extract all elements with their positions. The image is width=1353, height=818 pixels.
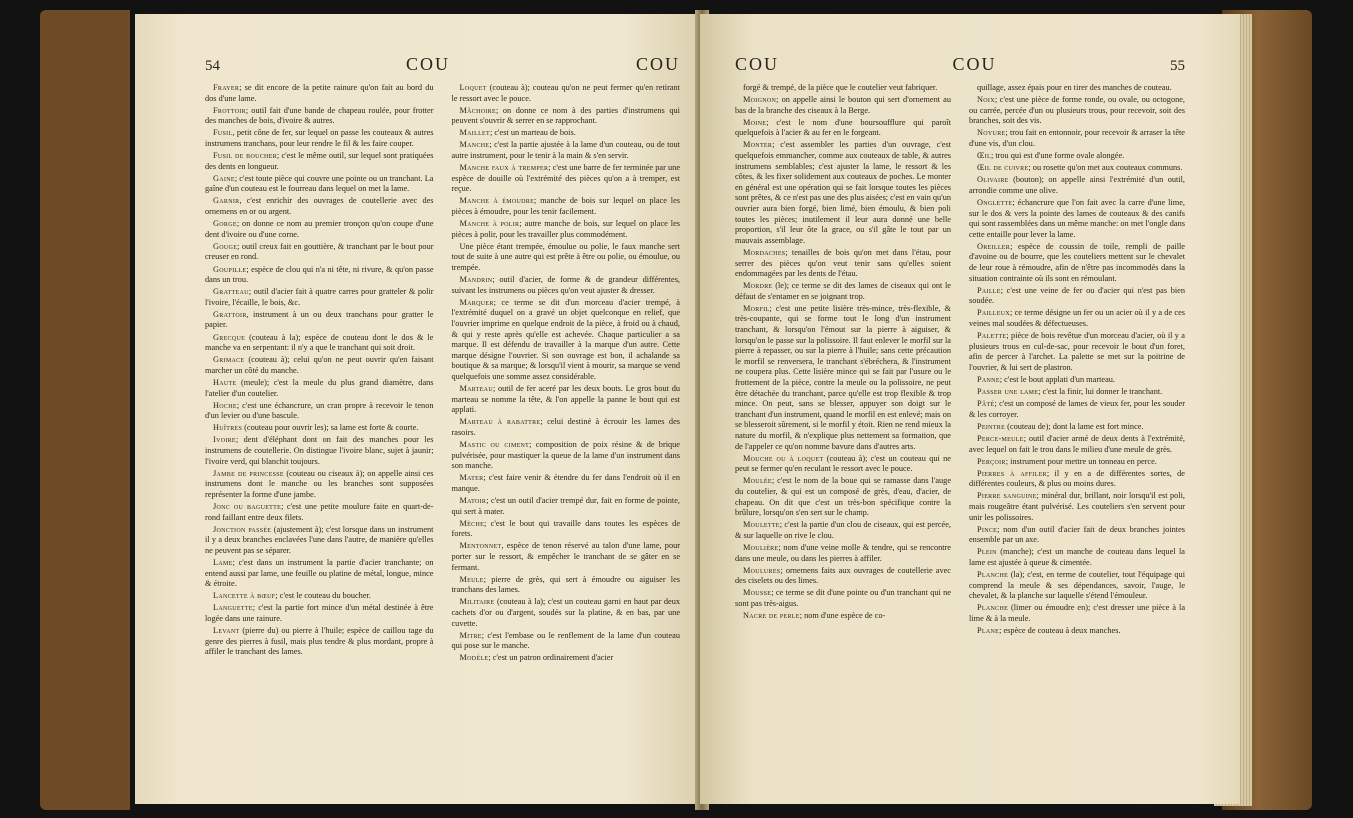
entry-term: Morfil bbox=[743, 303, 770, 313]
dictionary-entry bbox=[205, 435, 434, 467]
entry-term: Moine bbox=[743, 117, 767, 127]
entry-term: Planche bbox=[977, 603, 1009, 613]
dictionary-entry bbox=[205, 423, 434, 434]
entry-definition: quillage, assez épais pour en tirer des manches de couteau. bbox=[977, 83, 1172, 92]
dictionary-entry bbox=[205, 287, 434, 308]
entry-term: Fusil bbox=[213, 128, 233, 138]
entry-term: Pince bbox=[977, 524, 998, 534]
entry-definition: (couteau à); celui qu'on ne peut ouvrir qu'en faisant marcher un côté du manche. bbox=[205, 355, 434, 375]
entry-definition: ; c'est un marteau de bois. bbox=[489, 128, 576, 138]
entry-definition: ; c'est le nom d'une boursoufflure qui paroît quelquefois à l'acier & au fer en le forgeant. bbox=[735, 117, 951, 138]
entry-definition: (bouton); on appelle ainsi l'extrémité d'un outil, arrondie comme une olive. bbox=[969, 175, 1185, 195]
entry-term: Mandrin bbox=[459, 275, 493, 285]
entry-definition: ; c'est assembler les parties d'un ouvrage, c'est quelquefois emmancher, comme aux couteaux de table, & autres instrumens semblables; c'est ajuster la lame, le ressort & les côtes, & les fixer solidement aux couteaux de poches. Le monter en général est une opération qui se fait lorsque toutes les pièces sont prêtes, & ce n'est pas une des plus aisées; c'est en vain qu'un ouvrier aura bien forgé, bien limé, bien émoulu, & bien poli toutes les pièces; inutilement il leur aura donné une belle proportion, s'il leur ôte la grace, ou s'il gâte le tout par un mauvais assemblage. bbox=[735, 140, 952, 245]
entry-definition: ; outil d'acier, de forme & de grandeur différentes, suivant les instrumens ou pièces qu'on veut ajuster & dresser. bbox=[451, 275, 680, 295]
entry-term: Moulée bbox=[743, 476, 772, 486]
entry-definition: ; c'est la partie fort mince d'un métal destinée à être logée dans une rainure. bbox=[205, 603, 434, 623]
entry-term: Gratteau bbox=[213, 287, 249, 297]
dictionary-entry bbox=[969, 491, 1185, 523]
entry-definition: ; outil de fer aceré par les deux bouts. Le gros bout du marteau se nomme la tête, & l'on appelle la panne le bout qui est applati. bbox=[451, 384, 680, 415]
entry-definition: ; composition de poix résine & de brique pulvérisée, pour mastiquer la queue de la lame d'un instrument dans son manche. bbox=[451, 440, 680, 471]
open-book bbox=[40, 10, 1312, 810]
dictionary-entry bbox=[205, 378, 434, 399]
entry-definition: (couteau à); c'est un couteau qui ne peut se fermer qu'en reculant le ressort avec le pouce. bbox=[735, 453, 951, 474]
dictionary-entry bbox=[969, 525, 1185, 546]
entry-definition: (couteau à la); c'est un couteau garni en haut par deux cachets d'or ou d'argent, soudés sur la platine, & en bas, par une cuvette. bbox=[451, 597, 680, 628]
running-head: COU bbox=[635, 54, 680, 74]
entry-definition: ; se dit encore de la petite rainure qu'on fait au bord du dos d'une lame. bbox=[205, 83, 434, 103]
entry-definition: ; espèce de clou qui n'a ni tête, ni rivure, & qu'on passe dans un trou. bbox=[205, 264, 434, 285]
dictionary-entry bbox=[452, 219, 681, 240]
entry-term: Œil bbox=[977, 151, 991, 161]
dictionary-entry bbox=[969, 434, 1185, 455]
entry-term: Haute bbox=[213, 377, 237, 387]
dictionary-entry bbox=[205, 265, 434, 286]
entry-definition: (couteau de); dont la lame est fort mince. bbox=[1005, 421, 1144, 431]
entry-definition: (le); ce terme se dit des lames de ciseaux qui ont le défaut de s'entamer en se joignant trop. bbox=[735, 281, 951, 301]
entry-term: Loquet bbox=[459, 83, 487, 92]
entry-term: Frayer bbox=[213, 83, 240, 92]
dictionary-entry bbox=[452, 298, 681, 383]
entry-definition: ; instrument pour mettre un tonneau en perce. bbox=[1005, 456, 1157, 466]
dictionary-entry bbox=[452, 417, 681, 438]
dictionary-entry bbox=[452, 575, 681, 596]
dictionary-entry bbox=[969, 469, 1185, 490]
dictionary-entry bbox=[452, 196, 681, 217]
entry-term: Lancette à bœuf bbox=[213, 591, 276, 601]
dictionary-entry bbox=[969, 626, 1185, 637]
dictionary-entry bbox=[452, 242, 681, 274]
dictionary-entry bbox=[969, 399, 1185, 420]
text-column bbox=[969, 83, 1185, 638]
text-column bbox=[735, 83, 951, 638]
entry-term: Meule bbox=[459, 574, 484, 584]
page-number: 54 bbox=[205, 58, 220, 74]
entry-definition: ; celui destiné à écrouir les lames des rasoirs. bbox=[451, 417, 680, 437]
dictionary-entry bbox=[735, 588, 951, 609]
dictionary-entry bbox=[452, 496, 681, 517]
entry-term: Oreiller bbox=[977, 241, 1011, 251]
dictionary-entry bbox=[452, 275, 681, 296]
dictionary-entry bbox=[969, 547, 1185, 568]
entry-term: Ivoire bbox=[213, 435, 236, 445]
entry-term: Marteau bbox=[459, 384, 493, 394]
entry-term: Marteau à rabattre bbox=[459, 417, 541, 427]
entry-definition: ; il y en a de différentes sortes, de différentes couleurs, & plus ou moins dures. bbox=[969, 468, 1185, 489]
entry-term: Manche faux à tremper bbox=[459, 163, 549, 173]
text-column bbox=[205, 83, 434, 665]
entry-term: Goupille bbox=[213, 264, 247, 274]
entry-term: Pierre sanguine bbox=[977, 491, 1037, 501]
entry-definition: ; dent d'éléphant dont on fait des manches pour les instrumens de coutellerie. On distingue l'ivoire blanc, sujet à jaunir; l'ivoire verd, qui blanchit toujours. bbox=[205, 435, 434, 466]
entry-definition: forgé & trempé, de la pièce que le coutelier veut fabriquer. bbox=[743, 83, 938, 92]
entry-definition: ; on appelle ainsi le bouton qui sert d'ornement au bas de la branche des ciseaux à la Berge. bbox=[735, 95, 951, 115]
entry-definition: ; trou qui est d'une forme ovale alongée. bbox=[990, 151, 1125, 161]
entry-definition: ; c'est la partie ajustée à la lame d'un couteau, ou de tout autre instrument, pour le tenir à la main & s'en servir. bbox=[451, 140, 680, 161]
dictionary-entry bbox=[969, 308, 1185, 329]
entry-definition: ; outil fait d'une bande de chapeau roulée, pour frotter des manches de bois, d'ivoire & autres. bbox=[205, 105, 434, 126]
entry-term: Moignon bbox=[743, 95, 777, 105]
entry-definition: ; espèce de couteau à deux manches. bbox=[999, 626, 1121, 635]
entry-definition: ; c'est une petite lisière très-mince, très-flexible, & très-coupante, qui se forme tout le long d'un instrument tranchant, & lorsqu'on l'émout sur la pierre à aiguiser, & lorsqu'on le passe sur la polissoire. Il faut enlever le morfil sur la pierre à repasser, ou sur la pierre à l'huile; sans cette précaution le morfil se renversera, le tranchant s'ébréchera, & l'instrument ne coupera plus. Cette lisière mince qui se fait par l'usure ou le frottement de la pièce, contre la meule ou la polissoire, ne peut être détachée du tranchant, parce qu'elle est trop flexible & trop mince. On peut, sans se blesser, appuyer son doigt sur le tranchant d'un instrument, quand le morfil en est enlevé; mais on se blesseroit sûrement, si le morfil y étoit. Rien ne rend mieux la nature du morfil, & n'explique plus nettement sa formation, que de l'appeler ce qu'on nomme bavure dans d'autres arts. bbox=[735, 303, 951, 451]
entry-term: Mordre bbox=[743, 281, 773, 291]
entry-definition: ; espèce de coussin de toile, rempli de paille d'avoine ou de bourre, que les couteliers mettent sur le chevalet de leur roue à rémoudre, afin de n'être pas incommodés dans la situation contrainte où ils sont en rémoulant. bbox=[969, 241, 1185, 283]
dictionary-entry bbox=[735, 118, 951, 139]
running-head: COU bbox=[405, 54, 450, 74]
entry-definition: ; c'est l'embase ou le renflement de la lame d'un couteau qui pose sur le manche. bbox=[451, 630, 680, 651]
dictionary-entry bbox=[735, 248, 951, 280]
entry-definition: (manche); c'est un manche de couteau dans lequel la lame est ajustée à queue & cimentée. bbox=[969, 547, 1185, 567]
entry-term: Lame bbox=[213, 557, 233, 567]
entry-term: Mâchoire bbox=[459, 105, 496, 115]
entry-definition: ; ce terme désigne un fer ou un acier où il y a de ces veines mal soudées & défectueuses. bbox=[969, 308, 1185, 328]
dictionary-entry bbox=[735, 454, 951, 475]
entry-term: Fusil de boucher bbox=[213, 151, 277, 161]
entry-definition: , espèce de tenon réservé au talon d'une lame, pour porter sur le ressort, & empêcher le tranchant de se gâter en se fermant. bbox=[451, 541, 680, 572]
dictionary-entry bbox=[969, 95, 1185, 127]
dictionary-entry bbox=[969, 175, 1185, 196]
entry-term: Maillet bbox=[459, 128, 490, 138]
entry-definition: (meule); c'est la meule du plus grand diamètre, dans l'atelier d'un coutelier. bbox=[205, 377, 434, 398]
dictionary-entry bbox=[205, 469, 434, 501]
entry-definition: (limer ou émoudre en); c'est dresser une pièce à la lime & à la meule. bbox=[969, 603, 1185, 623]
entry-definition: (couteau à la); espèce de couteau dont le dos & le manche va en serpentant: il n'y a que le tranchant qui soit droit. bbox=[205, 332, 434, 353]
dictionary-entry bbox=[452, 83, 681, 104]
entry-term: Mentonnet bbox=[459, 541, 502, 551]
entry-term: Gouge bbox=[213, 241, 238, 251]
entry-definition: (ajustement à); c'est lorsque dans un instrument il y a deux branches enclavées l'une dans l'autre, de manière qu'elles ne peuvent pas se séparer. bbox=[205, 524, 434, 555]
dictionary-entry bbox=[969, 83, 1185, 94]
entry-term: Gaine bbox=[213, 173, 235, 183]
entry-term: Garnir bbox=[213, 196, 240, 206]
entry-definition: ; c'est le nom de la boue qui se ramasse dans l'auge du coutelier, & qui est un composé de grès, d'eau, d'acier, de chapeau. On dit que c'est un très-bon spécifique contre la brûlure, lorsqu'on s'en sert sur le champ. bbox=[735, 476, 951, 518]
dictionary-entry bbox=[735, 304, 951, 452]
entry-term: Planche bbox=[977, 570, 1009, 580]
entry-definition: ; c'est un outil d'acier trempé dur, fait en forme de pointe, qui sert à mater. bbox=[451, 495, 680, 516]
dictionary-entry bbox=[205, 603, 434, 624]
entry-definition: ; c'est le couteau du boucher. bbox=[275, 591, 371, 601]
dictionary-entry bbox=[205, 626, 434, 658]
entry-term: Mousse bbox=[743, 588, 772, 598]
entry-definition: ; c'est le bout qui travaille dans toutes les espèces de forets. bbox=[451, 518, 680, 539]
entry-term: Perçoir bbox=[977, 456, 1006, 466]
entry-term: Noix bbox=[977, 95, 995, 105]
entry-definition: ; c'est la partie d'un clou de ciseaux, qui est percée, & sur laquelle on rive le clou. bbox=[735, 520, 951, 540]
dictionary-entry bbox=[452, 140, 681, 161]
dictionary-entry bbox=[735, 543, 951, 564]
dictionary-entry bbox=[452, 519, 681, 540]
entry-term: Levant bbox=[213, 626, 240, 635]
entry-definition: ; c'est le bout applati d'un marteau. bbox=[999, 374, 1115, 384]
entry-definition: ; pierre de grès, qui sert à émoudre ou aiguiser les tranchans des lames. bbox=[451, 574, 680, 595]
dictionary-entry bbox=[205, 310, 434, 331]
entry-term: Mouche ou à loquet bbox=[743, 453, 824, 463]
entry-definition: ; c'est dans un instrument la partie d'acier tranchante; on entend aussi par lame, une feuille ou platine de métal, longue, mince & étroite. bbox=[205, 557, 434, 589]
entry-definition: ; pièce de bois revêtue d'un morceau d'acier, où il y a plusieurs trous en cul-de-sac, pour recevoir le bout d'un foret, afin de percer à l'archet. La palette se met sur la poitrine de l'ouvrier, & lui sert de plastron. bbox=[969, 331, 1185, 372]
entry-definition: ; outil d'acier armé de deux dents à l'extrémité, avec lequel on fait le trou dans le milieu d'une meule de grès. bbox=[969, 433, 1185, 454]
entry-definition: ; autre manche de bois, sur lequel on place les pièces à polir, pour les travailler plus commodément. bbox=[451, 219, 680, 239]
entry-term: Plane bbox=[977, 626, 1000, 635]
dictionary-entry bbox=[969, 603, 1185, 624]
entry-definition: ; on donne ce nom à des parties d'instrumens qui peuvent s'ouvrir & serrer en se rapprochant. bbox=[451, 105, 680, 126]
entry-term: Hoche bbox=[213, 400, 237, 410]
dictionary-entry bbox=[735, 476, 951, 518]
entry-definition: ; outil creux fait en gouttière, & tranchant par le bout pour creuser en rond. bbox=[205, 241, 434, 262]
entry-definition: ; nom d'un outil d'acier fait de deux branches jointes ensemble par un axe. bbox=[969, 524, 1185, 545]
entry-definition: ; ce terme se dit d'un morceau d'acier trempé, à l'extrémité duquel on a gravé un objet quelconque en relief, que l'ouvrier imprime en quelque endroit de la pièce, à froid ou à chaud, & qui y reste après qu'elle est achevée. Chaque particulier a sa marque. Il est défendu de travailler à la marque d'un autre. Cette marque désigne l'ouvrier. Si son ouvrage est bon, il achalande sa boutique & sa marque; & lorsqu'il vient à mourir, sa marque se vend quelquefois une somme assez considérable. bbox=[451, 297, 680, 381]
entry-definition: (couteau ou ciseaux à); on appelle ainsi ces instrumens dont le manche ou les branches sont supposées représenter la forme d'une jambe. bbox=[205, 468, 434, 499]
entry-term: Languette bbox=[213, 603, 253, 613]
entry-definition: , instrument à un ou deux tranchans pour gratter le papier. bbox=[205, 309, 434, 330]
book-cover-left bbox=[40, 10, 130, 810]
dictionary-entry bbox=[205, 219, 434, 240]
entry-term: Mater bbox=[459, 473, 484, 483]
entry-term: Mitre bbox=[459, 630, 482, 640]
entry-term: Plein bbox=[977, 547, 997, 557]
entry-definition: ; échancrure que l'on fait avec la carre d'une lime, sur le dos & vers la pointe des lames de couteaux & des canifs qui sont rassemblées dans un même manche: on met l'ongle dans cette entaille pour lever la lame. bbox=[969, 197, 1185, 239]
dictionary-entry bbox=[205, 83, 434, 104]
dictionary-entry bbox=[452, 473, 681, 494]
dictionary-entry bbox=[452, 653, 681, 664]
right-page-header bbox=[735, 54, 1185, 75]
entry-definition: ; c'est une veine de fer ou d'acier qui n'est pas bien soudée. bbox=[969, 285, 1185, 306]
dictionary-entry bbox=[735, 566, 951, 587]
entry-term: Moulures bbox=[743, 565, 781, 575]
entry-definition: (la); c'est, en terme de coutelier, tout l'équipage qui comprend la meule & ses dépendances, savoir, l'auge, le chevalet, & la planche sur laquelle s'étend l'émouleur. bbox=[969, 570, 1185, 601]
entry-term: Manche bbox=[459, 140, 490, 150]
entry-definition: ; ce terme se dit d'une pointe ou d'un tranchant qui ne sont pas très-aigus. bbox=[735, 588, 951, 608]
dictionary-entry bbox=[969, 387, 1185, 398]
entry-definition: ; c'est une échancrure, un cran propre à recevoir le tenon d'un levier ou d'une bascule. bbox=[205, 400, 434, 421]
dictionary-entry bbox=[205, 196, 434, 217]
entry-term: Jonc ou baguette bbox=[213, 501, 282, 511]
entry-definition: ; on donne ce nom au premier tronçon qu'on coupe d'une dent d'ivoire ou d'une corne. bbox=[205, 219, 434, 239]
entry-term: Pailleux bbox=[977, 308, 1011, 318]
entry-term: Pierres à affiler bbox=[977, 468, 1047, 478]
dictionary-entry bbox=[205, 242, 434, 263]
dictionary-entry bbox=[205, 333, 434, 354]
dictionary-entry bbox=[969, 242, 1185, 284]
dictionary-entry bbox=[735, 611, 951, 622]
dictionary-entry bbox=[205, 151, 434, 172]
entry-term: Passer une lame bbox=[977, 387, 1039, 397]
entry-term: Grimace bbox=[213, 355, 245, 365]
entry-definition: (couteau à); couteau qu'on ne peut fermer qu'en retirant le ressort avec le pouce. bbox=[451, 83, 680, 103]
entry-term: Noyure bbox=[977, 128, 1006, 138]
entry-term: Jonction passée bbox=[213, 524, 272, 534]
entry-definition: ; c'est un patron ordinairement d'acier bbox=[488, 653, 614, 663]
entry-term: Grecque bbox=[213, 332, 246, 342]
right-page bbox=[700, 14, 1240, 804]
dictionary-entry bbox=[205, 401, 434, 422]
entry-definition: ; c'est toute pièce qui couvre une pointe ou un tranchant. La gaîne d'un couteau est le fourreau dans lequel on met la lame. bbox=[205, 173, 434, 194]
entry-definition: , c'est enrichir des ouvrages de coutellerie avec des ornemens en or ou argent. bbox=[205, 196, 434, 217]
entry-definition: ; trou fait en entonnoir, pour recevoir & arraser la tête d'une vis, d'un clou. bbox=[969, 128, 1185, 148]
dictionary-entry bbox=[205, 174, 434, 195]
dictionary-entry bbox=[969, 151, 1185, 162]
text-column bbox=[452, 83, 681, 665]
entry-term: Onglette bbox=[977, 197, 1013, 207]
dictionary-entry bbox=[969, 422, 1185, 433]
dictionary-entry bbox=[452, 128, 681, 139]
running-head: COU bbox=[952, 54, 997, 74]
entry-term: Peintre bbox=[977, 421, 1006, 431]
entry-definition: ; nom d'une espèce de co- bbox=[799, 611, 886, 620]
entry-term: Mastic ou ciment bbox=[459, 440, 530, 449]
entry-term: Pâté bbox=[977, 399, 995, 409]
dictionary-entry bbox=[735, 281, 951, 302]
dictionary-entry bbox=[205, 525, 434, 557]
dictionary-entry bbox=[205, 355, 434, 376]
dictionary-entry bbox=[452, 440, 681, 472]
dictionary-entry bbox=[452, 597, 681, 629]
dictionary-entry bbox=[969, 331, 1185, 373]
entry-term: Gorge bbox=[213, 219, 237, 229]
entry-term: Monter bbox=[743, 140, 773, 150]
entry-term: Olivaire bbox=[977, 175, 1009, 185]
entry-term: Modèle bbox=[459, 653, 489, 663]
left-page bbox=[135, 14, 710, 804]
entry-term: Matoir bbox=[459, 495, 487, 505]
dictionary-entry bbox=[969, 375, 1185, 386]
entry-definition: ; ou rosette qu'on met aux couteaux communs. bbox=[1028, 163, 1183, 173]
entry-term: Moulette bbox=[743, 520, 780, 530]
dictionary-entry bbox=[205, 591, 434, 602]
entry-term: Paille bbox=[977, 285, 1001, 295]
entry-term: Militaire bbox=[459, 597, 495, 607]
entry-term: Huîtres bbox=[213, 423, 243, 433]
dictionary-entry bbox=[452, 384, 681, 416]
entry-definition: Une pièce étant trempée, émoulue ou polie, le faux manche sert tout de suite à une autre qui est prête à être ou polie, ou émoulue, ou trempée. bbox=[451, 241, 680, 272]
entry-term: Mordaches bbox=[743, 247, 786, 257]
entry-definition: ; c'est une pièce de forme ronde, ou ovale, ou octogone, ou carrée, percée d'un ou plusieurs trous, pour recevoir, soit des branches, soit des vis. bbox=[969, 95, 1185, 126]
dictionary-entry bbox=[205, 128, 434, 149]
dictionary-entry bbox=[969, 457, 1185, 468]
entry-definition: (pierre du) ou pierre à l'huile; espèce de caillou tage du genre des pierres à fusil, mais plus tendre & plus mordant, propre à affiler le tranchant des lames. bbox=[205, 626, 434, 657]
entry-definition: ; manche de bois sur lequel on place les pièces à émoudre, pour les tenir facilement. bbox=[451, 196, 680, 217]
entry-term: Manche à émoudre bbox=[459, 196, 535, 206]
entry-definition: ; outil d'acier fait à quatre carres pour gratteler & polir l'ivoire, l'écaille, le bois, &c. bbox=[205, 287, 434, 307]
entry-definition: ; c'est la finir, lui donner le tranchant. bbox=[1038, 387, 1163, 397]
entry-term: Manche à polir bbox=[459, 219, 520, 229]
dictionary-entry bbox=[205, 106, 434, 127]
dictionary-entry bbox=[452, 541, 681, 573]
entry-term: Mèche bbox=[459, 518, 485, 528]
entry-term: Œil de cuivre bbox=[977, 163, 1029, 173]
page-number: 55 bbox=[1170, 58, 1185, 74]
dictionary-entry bbox=[969, 198, 1185, 240]
entry-definition: ; nom d'une veine molle & tendre, qui se rencontre dans une meule, ou dans les pierres à affiler. bbox=[735, 542, 951, 563]
entry-definition: ; tenailles de bois qu'on met dans l'étau, pour serrer des pièces qu'on veut tenir sans qu'elles soient endommagées par les dents de l'étau. bbox=[735, 247, 951, 279]
dictionary-entry bbox=[452, 106, 681, 127]
entry-definition: ; c'est une barre de fer terminée par une espèce de douille où l'extrémité des pièces qu'on a à tremper, est reçue. bbox=[451, 163, 680, 194]
entry-term: Frottoir bbox=[213, 105, 246, 115]
dictionary-entry bbox=[452, 631, 681, 652]
left-page-header bbox=[205, 54, 680, 75]
entry-definition: ; c'est le même outil, sur lequel sont pratiquées des dents en longueur. bbox=[205, 151, 434, 171]
dictionary-entry bbox=[205, 502, 434, 523]
dictionary-entry bbox=[969, 128, 1185, 149]
entry-definition: ; c'est une petite moulure faite en quart-de-rond faillant entre deux filets. bbox=[205, 501, 434, 522]
entry-definition: ; c'est un composé de lames de vieux fer, pour les souder & les corroyer. bbox=[969, 399, 1185, 419]
entry-term: Panne bbox=[977, 374, 1000, 384]
dictionary-entry bbox=[452, 163, 681, 195]
entry-term: Perce-meule bbox=[977, 433, 1024, 443]
entry-term: Palette bbox=[977, 331, 1007, 341]
dictionary-entry bbox=[205, 558, 434, 590]
entry-definition: , petit cône de fer, sur lequel on passe les couteaux & autres instrumens tranchans, pour leur rendre le fil & les faire couper. bbox=[205, 128, 434, 148]
entry-definition: ; c'est faire venir & étendre du fer dans l'endroit où il en manque. bbox=[451, 473, 680, 493]
dictionary-entry bbox=[735, 520, 951, 541]
entry-definition: ; ornemens faits aux ouvrages de coutellerie avec des ciselets ou des limes. bbox=[735, 565, 951, 586]
dictionary-entry bbox=[735, 140, 951, 246]
dictionary-entry bbox=[969, 570, 1185, 602]
dictionary-entry bbox=[735, 83, 951, 94]
dictionary-entry bbox=[735, 95, 951, 116]
entry-term: Marquer bbox=[459, 297, 494, 307]
entry-definition: ; minéral dur, brillant, noir lorsqu'il est poli, mais rougeâtre étant pulvérisé. Les couteliers s'en servent pour unir les polissoires. bbox=[969, 491, 1185, 522]
dictionary-entry bbox=[969, 163, 1185, 174]
running-head: COU bbox=[735, 54, 780, 74]
dictionary-entry bbox=[969, 286, 1185, 307]
entry-term: Grattoir bbox=[213, 309, 247, 319]
entry-term: Moulière bbox=[743, 542, 779, 552]
entry-term: Nacre de perle bbox=[743, 611, 800, 620]
entry-term: Jambe de princesse bbox=[213, 468, 284, 478]
entry-definition: (couteau pour ouvrir les); sa lame est forte & courte. bbox=[242, 423, 419, 433]
